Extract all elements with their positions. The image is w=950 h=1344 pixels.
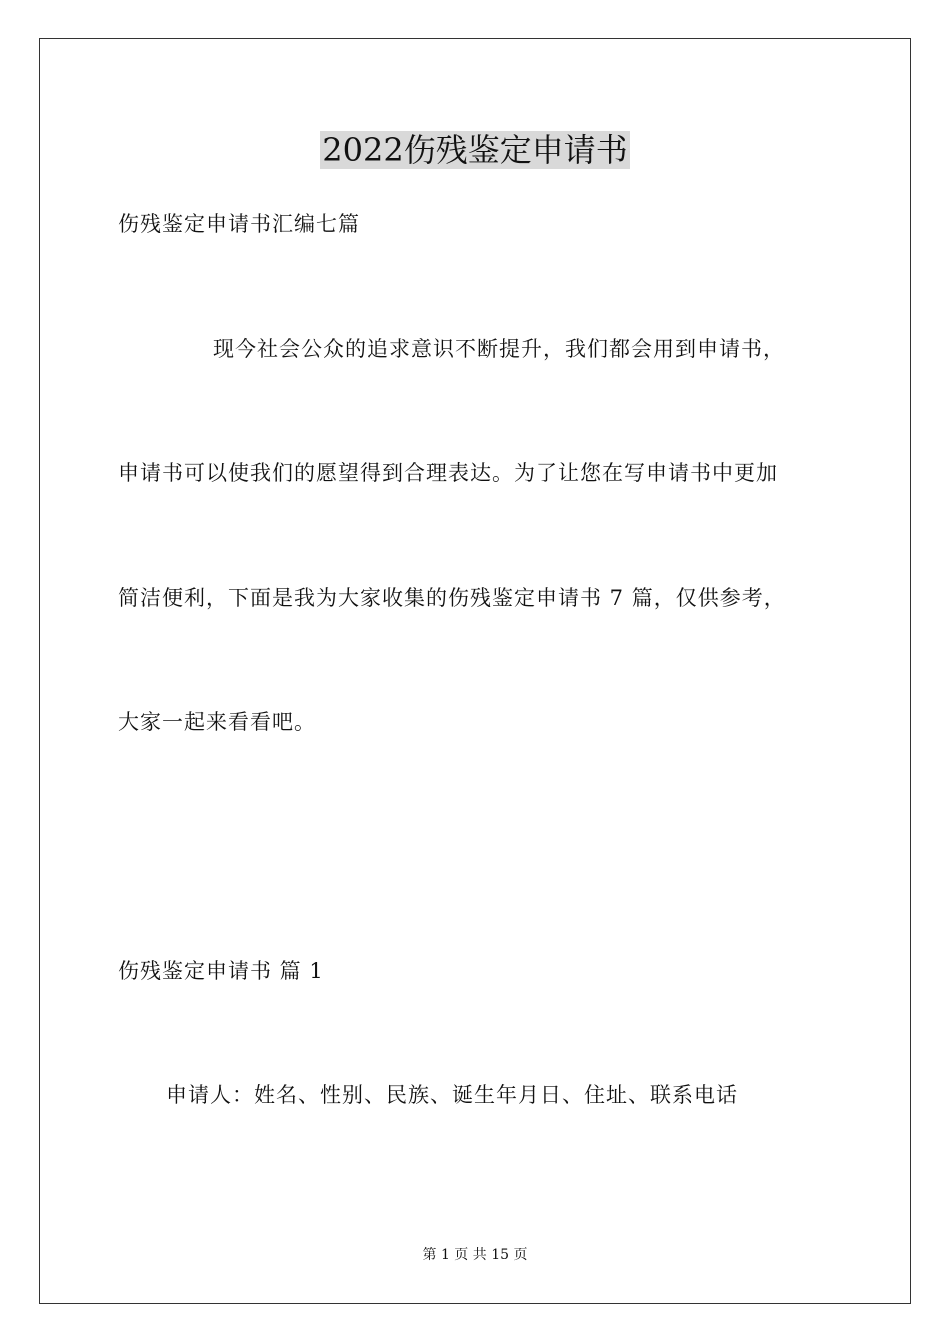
document-title <box>0 128 950 172</box>
section-heading: 伤残鉴定申请书 篇 1 <box>118 959 324 983</box>
intro-line-3: 简洁便利，下面是我为大家收集的伤残鉴定申请书 7 篇，仅供参考， <box>118 586 786 610</box>
page-footer: 第 1 页 共 15 页 <box>422 1247 528 1263</box>
intro-line-2: 申请书可以使我们的愿望得到合理表达。为了让您在写申请书中更加 <box>118 461 778 485</box>
intro-line-1: 现今社会公众的追求意识不断提升，我们都会用到申请书， <box>213 337 785 361</box>
intro-line-4: 大家一起来看看吧。 <box>118 710 316 734</box>
document-subtitle: 伤残鉴定申请书汇编七篇 <box>118 212 360 236</box>
applicant-line: 申请人：姓名、性别、民族、诞生年月日、住址、联系电话 <box>166 1083 738 1107</box>
document-title-text: 2022伤残鉴定申请书 <box>322 131 628 169</box>
